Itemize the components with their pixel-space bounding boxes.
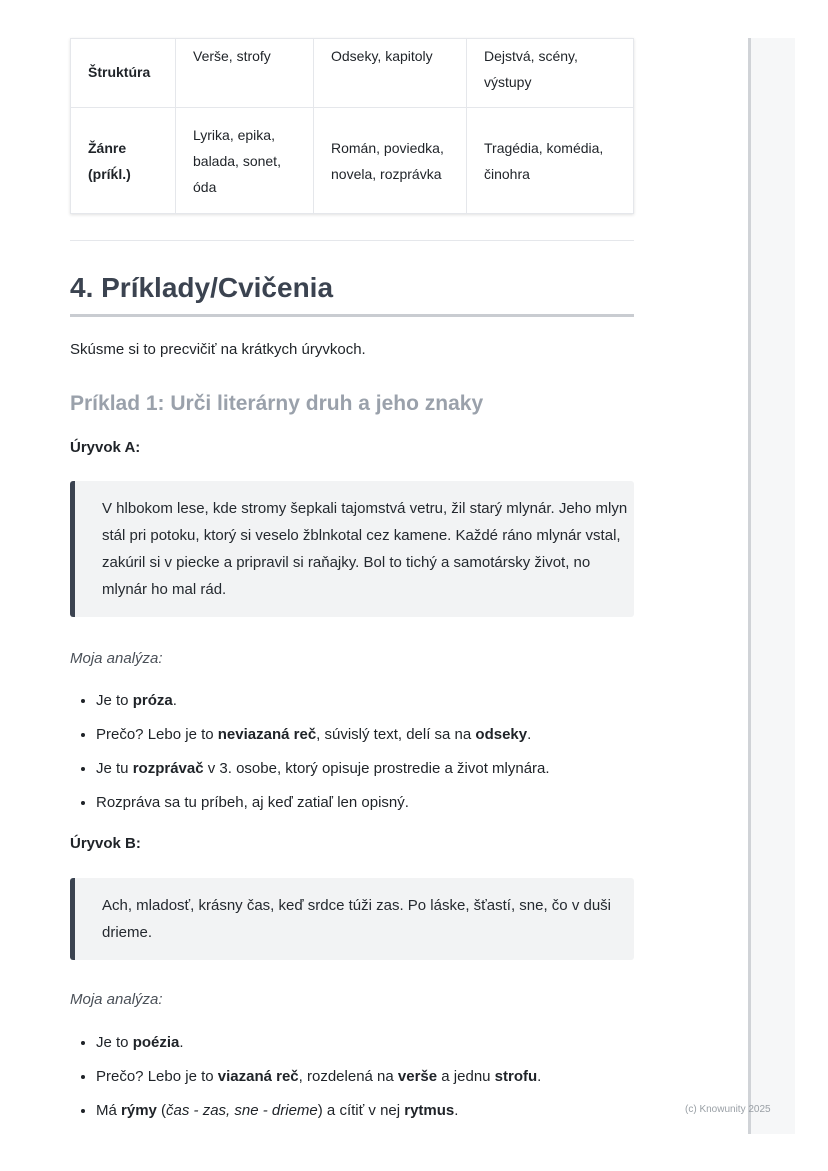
list-item-text: Má (96, 1102, 122, 1119)
excerpt-b-label: Úryvok B: (70, 835, 141, 852)
analysis-a-list (70, 691, 636, 827)
list-item-text: próza (132, 692, 173, 709)
list-item-text: Je to (96, 1034, 133, 1051)
list-item-text: Prečo? Lebo je to (96, 1068, 218, 1085)
example-title: Príklad 1: Urči literárny druh a jeho znaky (70, 392, 484, 415)
list-item-text: , súvislý text, delí sa na (316, 726, 476, 743)
table-row (71, 39, 634, 108)
list-item-text: . (527, 726, 532, 743)
row-header: Žánre (príḱl.) (71, 108, 176, 214)
list-item-text: . (454, 1102, 459, 1119)
list-item-text: poézia (132, 1034, 180, 1051)
section-intro: Skúsme si to precvičiť na krátkych úryvkoch. (70, 341, 366, 358)
list-item (96, 725, 636, 759)
list-item-text: ( (156, 1102, 167, 1119)
list-item (96, 1033, 636, 1067)
list-item-text: Je tu (96, 760, 133, 777)
list-item-text: . (172, 692, 177, 709)
right-sidebar (748, 38, 795, 1134)
analysis-b-list (70, 1033, 636, 1135)
list-item-text: rýmy (121, 1102, 157, 1119)
list-item-text: strofu (494, 1068, 538, 1085)
list-item-text: odseky (475, 726, 528, 743)
excerpt-a-quote: V hlbokom lese, kde stromy šepkali tajomstvá vetru, žil starý mlynár. Jeho mlyn stál pri potoku, ktorý si veselo žblnkotal cez kamene. Každé ráno mlynár vstal, zakúril si v piecke a pripravil si raňajky. Bol to tichý a samotársky život, no mlynár ho mal rád. (70, 481, 634, 617)
table-cell: Odseky, kapitoly (314, 39, 467, 108)
list-item-text: v 3. osobe, ktorý opisuje prostredie a život mlynára. (203, 760, 550, 777)
list-item-text: neviazaná reč (217, 726, 317, 743)
list-item (96, 759, 636, 793)
row-header: Štruktúra (71, 39, 176, 108)
list-item (96, 793, 636, 827)
table-cell: Lyrika, epika, balada, sonet, óda (176, 108, 314, 214)
table-cell: Dejstvá, scény, výstupy (467, 39, 634, 108)
list-item-text: Je to (96, 692, 133, 709)
list-item (96, 1101, 636, 1135)
divider (70, 240, 634, 241)
list-item-text: a jednu (437, 1068, 495, 1085)
list-item-text: viazaná reč (217, 1068, 299, 1085)
table-cell: Tragédia, komédia, činohra (467, 108, 634, 214)
comparison-table (70, 38, 634, 214)
list-item (96, 691, 636, 725)
analysis-a-label: Moja analýza: (70, 650, 163, 667)
table-cell: Román, poviedka, novela, rozprávka (314, 108, 467, 214)
list-item-text: Rozpráva sa tu príbeh, aj keď zatiaľ len opisný. (96, 794, 409, 811)
excerpt-b-quote: Ach, mladosť, krásny čas, keď srdce túži zas. Po láske, šťastí, sne, čo v duši drieme. (70, 878, 634, 960)
list-item-text: . (537, 1068, 542, 1085)
list-item-text: rozprávač (132, 760, 204, 777)
section-title: 4. Príklady/Cvičenia (70, 272, 634, 317)
list-item-text: rytmus (404, 1102, 455, 1119)
list-item-text: , rozdelená na (298, 1068, 398, 1085)
copyright-text: (c) Knowunity 2025 (685, 1104, 771, 1115)
list-item-text: . (179, 1034, 184, 1051)
list-item-text: Prečo? Lebo je to (96, 726, 218, 743)
list-item (96, 1067, 636, 1101)
table-row (71, 108, 634, 214)
analysis-b-label: Moja analýza: (70, 991, 163, 1008)
excerpt-a-label: Úryvok A: (70, 439, 141, 456)
table-cell: Verše, strofy (176, 39, 314, 108)
list-item-text: ) a cítiť v nej (317, 1102, 405, 1119)
list-item-text: čas - zas, sne - drieme (166, 1102, 318, 1119)
list-item-text: verše (397, 1068, 438, 1085)
